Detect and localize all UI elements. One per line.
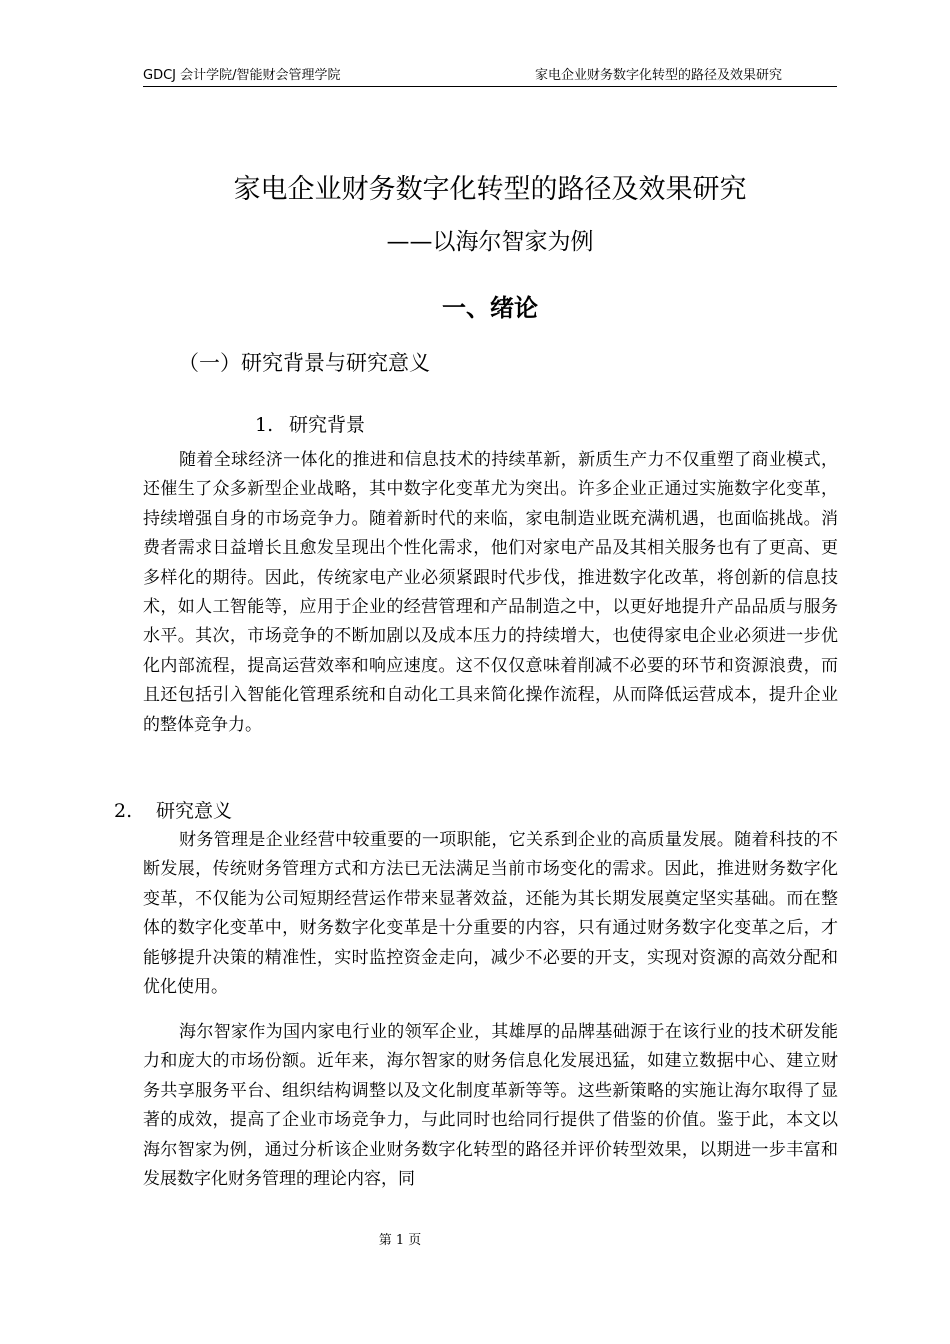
- subsection-heading-background: [255, 410, 365, 440]
- chapter-heading: 一、绪论: [442, 294, 538, 322]
- body-paragraph: 财务管理是企业经营中较重要的一项职能，它关系到企业的高质量发展。随着科技的不断发展，传统财务管理方式和方法已无法满足当前市场变化的需求。因此，推进财务数字化变革，不仅能为公司短期经营运作带来显著效益，还能为其长期发展奠定坚实基础。而在整体的数字化变革中，财务数字化变革是十分重要的内容，只有通过财务数字化变革之后，才能够提升决策的精准性，实时监控资金走向，减少不必要的开支，实现对资源的高效分配和优化使用。: [143, 830, 838, 998]
- page-number: 第 1 页: [378, 1233, 422, 1248]
- body-paragraph: 海尔智家作为国内家电行业的领军企业，其雄厚的品牌基础源于在该行业的技术研发能力和庞大的市场份额。近年来，海尔智家的财务信息化发展迅猛，如建立数据中心、建立财务共享服务平台、组织结构调整以及文化制度革新等等。这些新策略的实施让海尔取得了显著的成效，提高了企业市场竞争力，与此同时也给同行提供了借鉴的价值。鉴于此，本文以海尔智家为例，通过分析该企业财务数字化转型的路径并评价转型效果，以期进一步丰富和发展数字化财务管理的理论内容，同: [143, 1022, 838, 1190]
- header-running-title: 家电企业财务数字化转型的路径及效果研究: [534, 68, 782, 83]
- section-heading: （一）研究背景与研究意义: [178, 351, 430, 375]
- paper-title: 家电企业财务数字化转型的路径及效果研究: [233, 174, 747, 205]
- paper-subtitle: ——以海尔智家为例: [386, 229, 594, 255]
- subsection-heading-significance: [114, 796, 232, 826]
- subsection-title: 研究意义: [156, 800, 233, 822]
- subsection-number: 2.: [114, 800, 133, 822]
- subsection-title: 研究背景: [289, 414, 366, 436]
- body-paragraph: 随着全球经济一体化的推进和信息技术的持续革新，新质生产力不仅重塑了商业模式，还催生了众多新型企业战略，其中数字化变革尤为突出。许多企业正通过实施数字化变革，持续增强自身的市场竞争力。随着新时代的来临，家电制造业既充满机遇，也面临挑战。消费者需求日益增长且愈发呈现出个性化需求，他们对家电产品及其相关服务也有了更高、更多样化的期待。因此，传统家电产业必须紧跟时代步伐，推进数字化改革，将创新的信息技术，如人工智能等，应用于企业的经营管理和产品制造之中，以更好地提升产品品质与服务水平。其次，市场竞争的不断加剧以及成本压力的持续增大，也使得家电企业必须进一步优化内部流程，提高运营效率和响应速度。这不仅仅意味着削减不必要的环节和资源浪费，而且还包括引入智能化管理系统和自动化工具来简化操作流程，从而降低运营成本，提升企业的整体竞争力。: [143, 450, 838, 735]
- page-header: [143, 66, 837, 87]
- header-institution: GDCJ 会计学院/智能财会管理学院: [143, 68, 341, 83]
- subsection-number: 1.: [255, 414, 274, 436]
